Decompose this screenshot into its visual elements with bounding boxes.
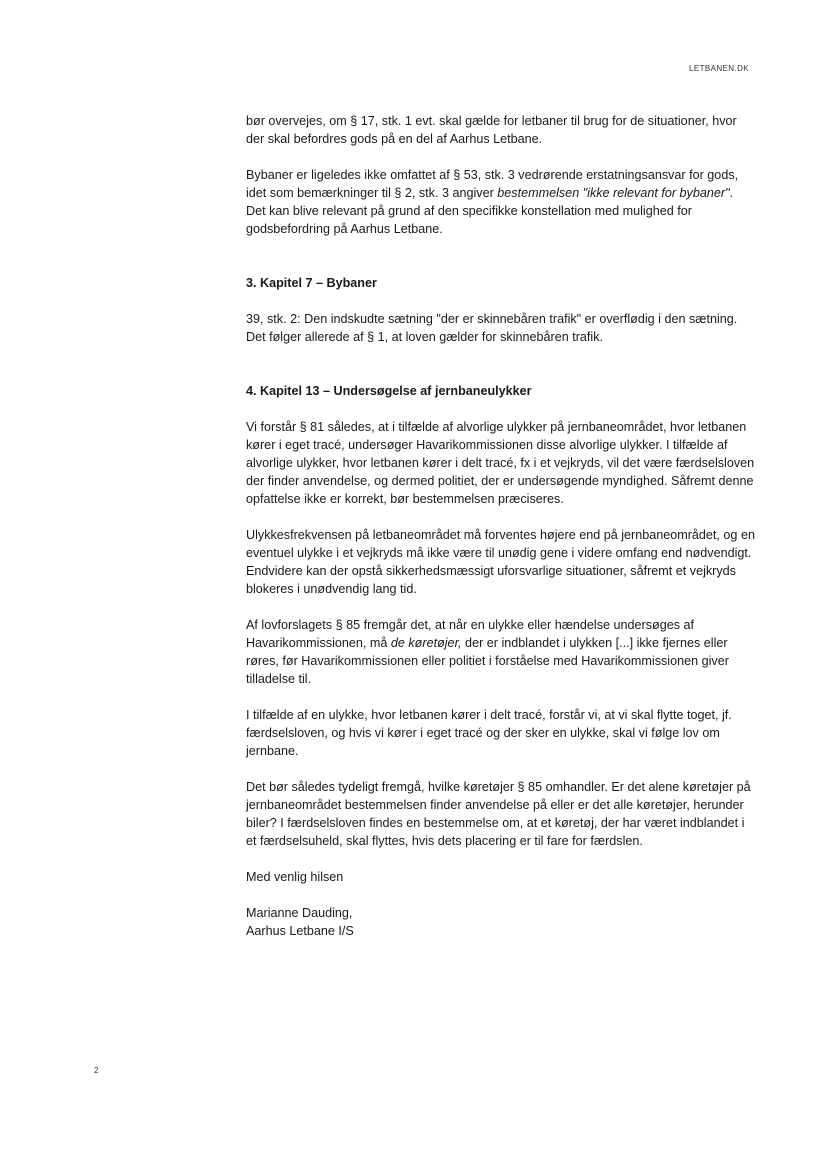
section-heading-3: 3. Kapitel 7 – Bybaner xyxy=(246,276,377,290)
paragraph-text: Bybaner er ligeledes ikke omfattet af § 53, stk. 3 vedrørende erstatningsansvar for gods, idet som bemærkninger til § 2, stk. 3 angiver xyxy=(246,168,739,200)
signature-name: Marianne Dauding, xyxy=(246,906,353,920)
paragraph-goods-transport: bør overvejes, om § 17, stk. 1 evt. skal gælde for letbaner til brug for de situationer, hvor der skal befordres gods på en del af Aarhus Letbane. xyxy=(246,114,737,146)
paragraph-section-3: 39, stk. 2: Den indskudte sætning "der er skinnebåren trafik" er overflødig i den sætning. Det følger allerede af § 1, at loven gælder for skinnebåren trafik. xyxy=(246,312,738,344)
paragraph-text: Af lovforslagets § 85 fremgår det, at når en ulykke eller hændelse undersøges af Havarikommissionen, må xyxy=(246,618,695,650)
section-heading-4: 4. Kapitel 13 – Undersøgelse af jernbaneulykker xyxy=(246,384,532,398)
brand-header: LETBANEN.DK xyxy=(689,64,749,73)
paragraph-section-4-b: Ulykkesfrekvensen på letbaneområdet må forventes højere end på jernbaneområdet, og en eventuel ulykke i et vejkryds må ikke være til unødig gene i videre omfang end nødvendigt. Endvidere kan der opstå sikkerhedsmæssigt uforsvarlige situationer, såfremt et vejkryds blokeres i unødvendig lang tid. xyxy=(246,528,755,596)
paragraph-section-4-a: Vi forstår § 81 således, at i tilfælde af alvorlige ulykker på jernbaneområdet, hvor letbanen kører i eget tracé, undersøger Havarikommissionen disse alvorlige ulykker. I tilfælde af alvorlige ulykker, hvor letbanen kører i delt tracé, fx i et vejkryds, vil det være færdselsloven der finder anvendelse, og dermed politiet, der er undersøgende myndighed. Såfremt denne opfattelse ikke er korrekt, bør bestemmelsen præciseres. xyxy=(246,420,755,506)
signature-organization: Aarhus Letbane I/S xyxy=(246,924,354,938)
paragraph-section-4-e: Det bør således tydeligt fremgå, hvilke køretøjer § 85 omhandler. Er det alene køretøjer på jernbaneområdet bestemmelsen finder anvendelse på eller er det alle køretøjer, herunder biler? I færdselsloven findes en bestemmelse om, at et køretøj, der har været indblandet i et færdselsuheld, skal flyttes, hvis dets placering er til fare for færdslen. xyxy=(246,780,751,848)
paragraph-text: der er indblandet i ulykken [...] ikke fjernes eller røres, før Havarikommissionen eller politiet i forståelse med Havarikommissionen giver tilladelse til. xyxy=(246,636,729,686)
paragraph-section-4-c xyxy=(246,616,756,688)
letter-body xyxy=(246,112,756,940)
quoted-remark: bestemmelsen "ikke relevant for bybaner" xyxy=(497,186,730,200)
paragraph-section-4-d: I tilfælde af en ulykke, hvor letbanen kører i delt tracé, forstår vi, at vi skal flytte toget, jf. færdselsloven, og hvis vi kører i eget tracé og der sker en ulykke, skal vi følge lov om jernbane. xyxy=(246,708,732,758)
emphasized-term: de køretøjer, xyxy=(390,636,462,650)
paragraph-liability xyxy=(246,166,756,238)
closing-greeting: Med venlig hilsen xyxy=(246,870,344,884)
signature-block xyxy=(246,904,756,940)
page-number: 2 xyxy=(94,1066,99,1075)
paragraph-text: . Det kan blive relevant på grund af den specifikke konstellation med mulighed for godsbefordring på Aarhus Letbane. xyxy=(246,186,734,236)
